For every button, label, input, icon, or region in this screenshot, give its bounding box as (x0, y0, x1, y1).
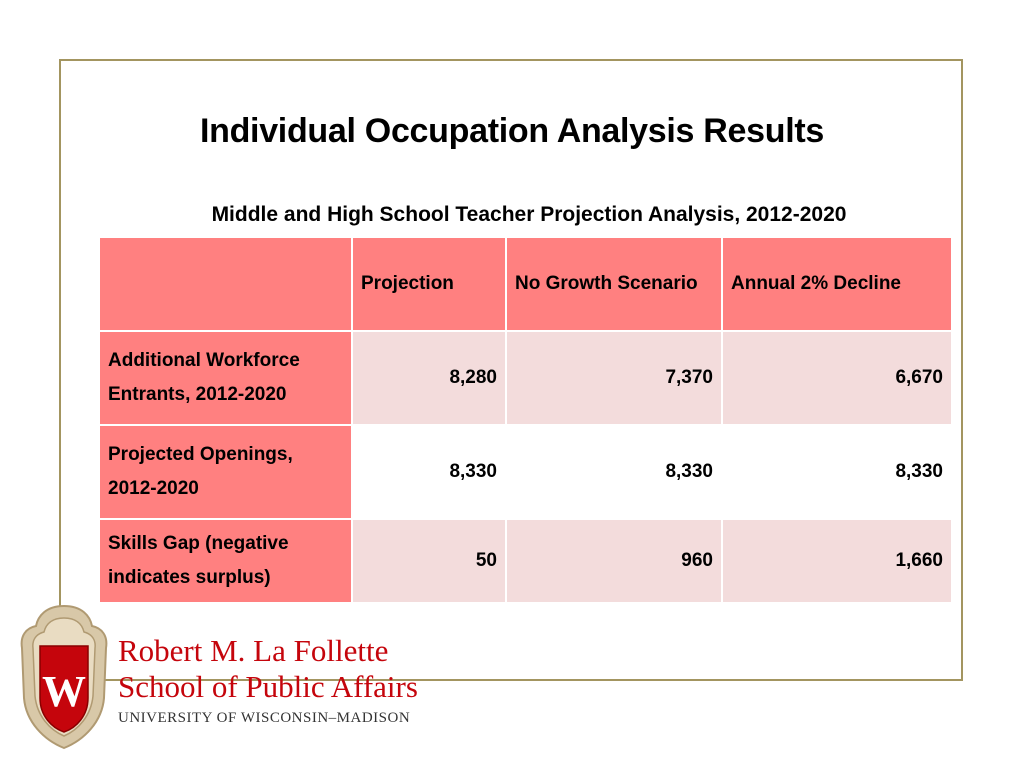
table-cell: 960 (506, 519, 722, 603)
logo-line-2: School of Public Affairs (118, 669, 418, 704)
table-cell: 7,370 (506, 331, 722, 425)
la-follette-logo (16, 602, 486, 752)
table-cell: 8,330 (352, 425, 506, 519)
table-cell: 1,660 (722, 519, 952, 603)
uw-crest-icon (16, 602, 112, 752)
table-cell: 8,330 (722, 425, 952, 519)
table-header-row (99, 237, 952, 331)
header-cell-no-growth: No Growth Scenario (506, 237, 722, 331)
table-row (99, 425, 952, 519)
header-cell-projection: Projection (352, 237, 506, 331)
header-cell-decline: Annual 2% Decline (722, 237, 952, 331)
logo-university: UNIVERSITY OF WISCONSIN–MADISON (118, 710, 411, 726)
crest-letter: W (42, 667, 86, 716)
projection-table (98, 236, 953, 604)
table-cell: 6,670 (722, 331, 952, 425)
header-cell-empty (99, 237, 352, 331)
row-label: Skills Gap (negative indicates surplus) (99, 519, 352, 603)
row-label: Additional Workforce Entrants, 2012-2020 (99, 331, 352, 425)
table-caption: Middle and High School Teacher Projection Analysis, 2012-2020 (211, 203, 847, 226)
table-cell: 8,330 (506, 425, 722, 519)
table-cell: 50 (352, 519, 506, 603)
logo-line-1: Robert M. La Follette (118, 633, 389, 668)
row-label: Projected Openings, 2012-2020 (99, 425, 352, 519)
table-cell: 8,280 (352, 331, 506, 425)
table-row (99, 519, 952, 603)
slide-title: Individual Occupation Analysis Results (199, 112, 825, 150)
table-row (99, 331, 952, 425)
